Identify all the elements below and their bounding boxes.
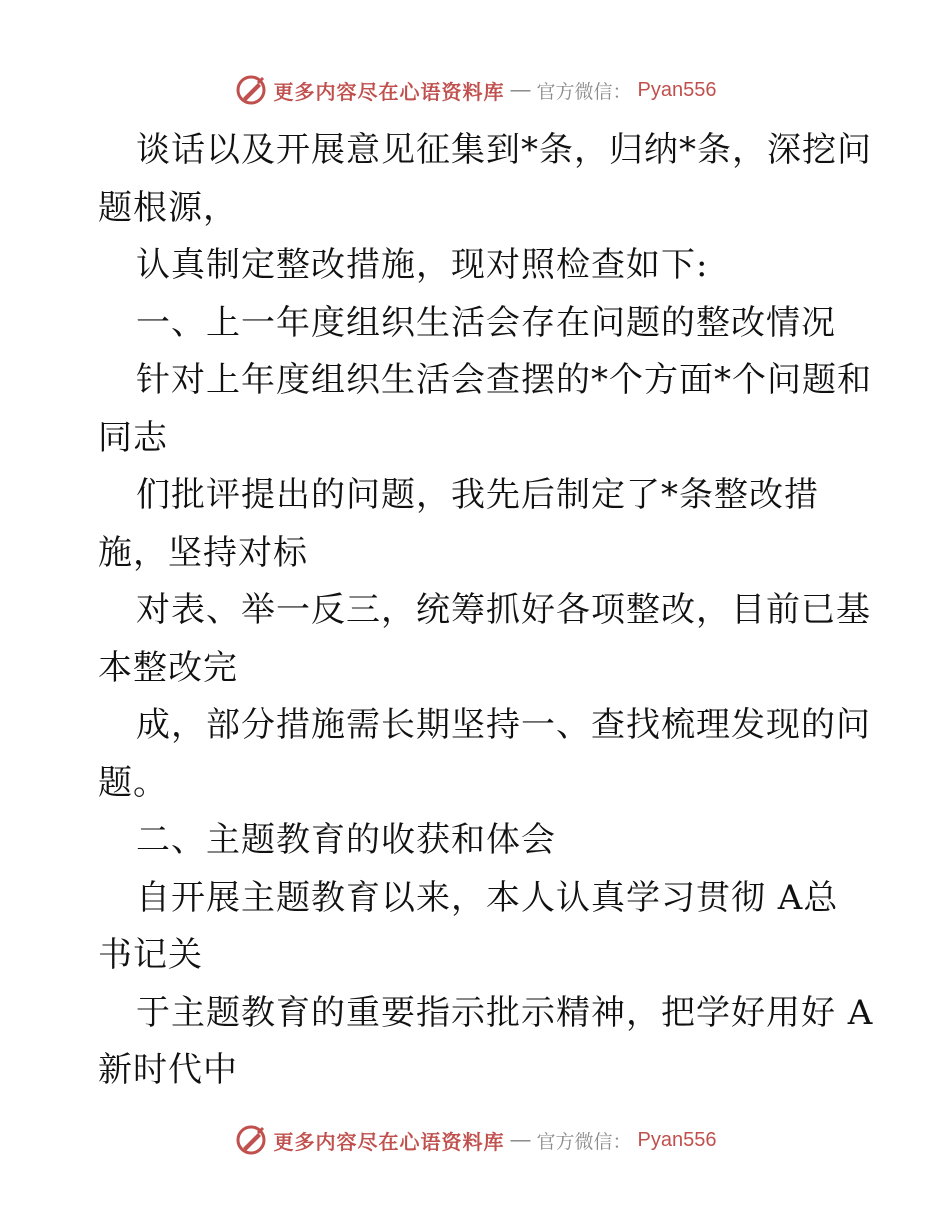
body-line: 题根源， xyxy=(98,187,238,228)
document-body xyxy=(98,122,874,1100)
body-line: 于主题教育的重要指示批示精神，把学好用好 A xyxy=(136,992,874,1033)
body-line: 认真制定整改措施，现对照检查如下: xyxy=(136,245,709,285)
body-line: 谈话以及开展意见征集到*条，归纳*条，深挖问 xyxy=(136,130,872,170)
body-line: 们批评提出的问题，我先后制定了*条整改措 xyxy=(136,475,819,515)
body-line: 针对上年度组织生活会查摆的*个方面*个问题和 xyxy=(136,360,872,400)
section-heading: 二、主题教育的收获和体会 xyxy=(136,820,556,860)
watermark-main-text: 更多内容尽在心语资料库 xyxy=(273,79,505,104)
section-heading: 一、上一年度组织生活会存在问题的整改情况 xyxy=(136,302,836,343)
body-line: 对表、举一反三，统筹抓好各项整改，目前已基 xyxy=(136,590,871,630)
watermark-label: 官方微信： xyxy=(536,1131,632,1153)
watermark-id: Pyan556 xyxy=(637,1128,717,1151)
watermark-id: Pyan556 xyxy=(637,78,717,101)
body-line: 题。 xyxy=(98,762,168,803)
body-line: 成，部分措施需长期坚持一、查找梳理发现的问 xyxy=(136,705,871,745)
pen-circle-logo-icon xyxy=(234,1123,268,1157)
watermark-dash: — xyxy=(510,78,531,101)
pen-circle-logo-icon xyxy=(234,73,268,107)
watermark-label: 官方微信： xyxy=(536,81,632,103)
body-line: 书记关 xyxy=(98,935,203,975)
body-line: 同志 xyxy=(98,417,168,458)
body-line: 自开展主题教育以来，本人认真学习贯彻 A总 xyxy=(136,877,839,918)
header-watermark xyxy=(0,70,950,110)
footer-watermark xyxy=(0,1120,950,1160)
body-line: 本整改完 xyxy=(98,647,238,688)
watermark-dash: — xyxy=(510,1128,531,1151)
watermark-main-text: 更多内容尽在心语资料库 xyxy=(273,1129,505,1154)
body-line: 新时代中 xyxy=(98,1050,238,1090)
body-line: 施，坚持对标 xyxy=(98,532,308,573)
